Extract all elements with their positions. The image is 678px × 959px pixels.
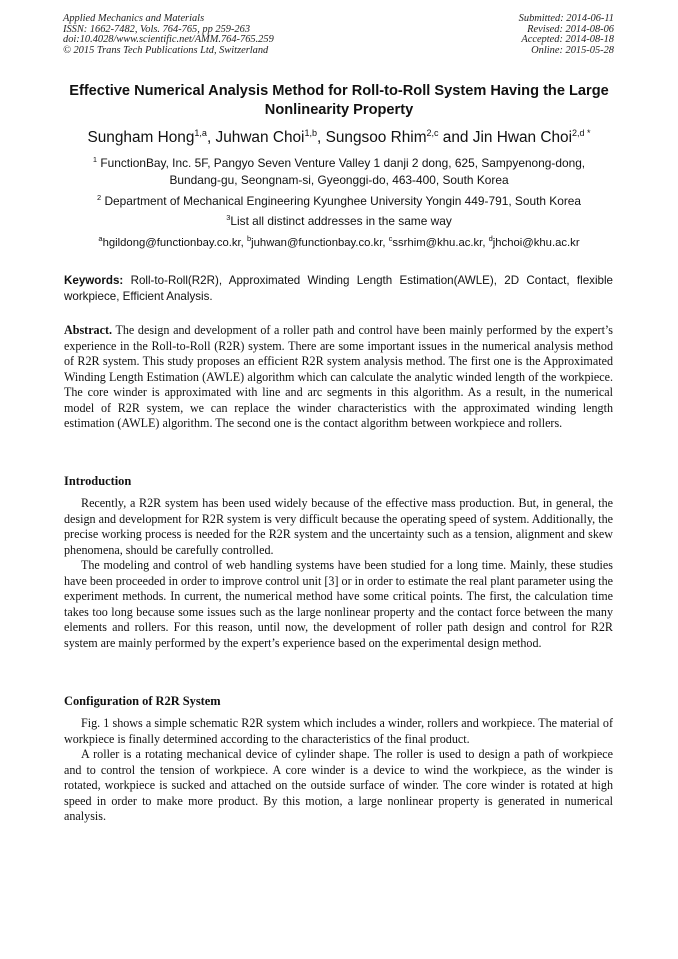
affiliation-1 bbox=[60, 155, 618, 188]
affiliation-text: Bundang-gu, Seongnam-si, Gyeonggi-do, 463-400, South Korea bbox=[169, 172, 509, 187]
author-separator: and bbox=[438, 129, 473, 146]
submitted-date: Submitted: 2014-06-11 bbox=[518, 13, 614, 24]
copyright-line: © 2015 Trans Tech Publications Ltd, Switzerland bbox=[63, 44, 269, 56]
author-list bbox=[40, 128, 638, 148]
author-separator: , bbox=[206, 129, 216, 146]
email-mark: c bbox=[388, 234, 393, 243]
email-address[interactable]: juhwan@functionbay.co.kr, bbox=[251, 237, 389, 249]
author-name: Jin Hwan Choi bbox=[472, 129, 572, 146]
doi-line: doi:10.4028/www.scientific.net/AMM.764-765.259 bbox=[63, 34, 274, 46]
affiliation-text: FunctionBay, Inc. 5F, Pangyo Seven Venture Valley 1 danji 2 dong, 625, Sampyenong-dong, bbox=[100, 156, 586, 170]
introduction-heading: Introduction bbox=[64, 474, 132, 488]
abstract-label: Abstract. bbox=[64, 323, 113, 337]
email-mark: b bbox=[246, 234, 252, 243]
email-address[interactable]: hgildong@functionbay.co.kr, bbox=[102, 237, 247, 249]
author-name: Sungham Hong bbox=[87, 129, 195, 146]
keywords-text: Roll-to-Roll(R2R), Approximated Winding Length Estimation(AWLE), 2D Contact, flexible workpiece, Efficient Analysis. bbox=[64, 274, 613, 303]
author-name: Juhwan Choi bbox=[215, 129, 305, 146]
email-mark: a bbox=[98, 234, 103, 243]
paper-title: Effective Numerical Analysis Method for Roll-to-Roll System Having the Large Nonlinearity Property bbox=[69, 83, 609, 118]
issn-line: ISSN: 1662-7482, Vols. 764-765, pp 259-263 bbox=[63, 23, 251, 35]
email-address[interactable]: jhchoi@khu.ac.kr bbox=[492, 237, 580, 249]
configuration-paragraph-2: A roller is a rotating mechanical device of cylinder shape. The roller is used to design a path of workpiece and to control the tension of workpiece. A core winder is a device to wind the workpiece, as the winder is rotated, workpiece is sucked and attached on the outside surface of winder. The core winder is rotated at high speed in order to make more product. By this motion, a large nonlinear property is generated in numerical analysis. bbox=[64, 747, 613, 824]
author-affiliation-mark: 1,a bbox=[194, 128, 207, 138]
email-address[interactable]: ssrhim@khu.ac.kr, bbox=[392, 237, 489, 249]
revised-date: Revised: 2014-08-06 bbox=[527, 23, 614, 35]
submission-dates bbox=[519, 14, 614, 56]
email-list bbox=[60, 235, 618, 252]
affiliation-number: 2 bbox=[96, 193, 102, 202]
author-affiliation-mark: 2,c bbox=[426, 128, 439, 138]
introduction-paragraph-1: Recently, a R2R system has been used widely because of the effective mass production. But, in general, the design and development for R2R system is very difficult because the operating speed of system. Additionally, the precise working process is needed for the R2R system and the uncertainty such as a tension, alignment and skew phenomena, should be carefully controlled. bbox=[64, 496, 613, 557]
affiliation-number: 1 bbox=[92, 155, 98, 164]
author-affiliation-mark: 1,b bbox=[304, 128, 317, 138]
accepted-date: Accepted: 2014-08-18 bbox=[521, 34, 614, 46]
configuration-body bbox=[64, 716, 613, 825]
affiliation-number: 3 bbox=[226, 213, 231, 222]
author-separator: , bbox=[317, 129, 326, 146]
affiliation-text: List all distinct addresses in the same way bbox=[230, 214, 452, 228]
abstract-text: The design and development of a roller path and control have been mainly performed by the expert’s experience in the Roll-to-Roll (R2R) system. There are some important issues in the numerical analysis method of R2R system. This study proposes an efficient R2R system analysis method. The first one is the Approximated Winding Length Estimation (AWLE) algorithm which can calculate the analytic winded length of the workpiece. The core winder is approximated with line and arc segments in this algorithm. As a result, in the numerical model of R2R system, we can replace the winder characteristics with the approximated winding length estimation (AWLE) algorithm. The second one is the contact algorithm between workpiece and rollers. bbox=[64, 323, 613, 431]
online-date: Online: 2015-05-28 bbox=[531, 44, 614, 56]
keywords-label: Keywords: bbox=[64, 274, 124, 287]
author-name: Sungsoo Rhim bbox=[325, 129, 427, 146]
abstract-block bbox=[64, 323, 613, 432]
email-mark: d bbox=[488, 234, 493, 243]
keywords-block bbox=[64, 273, 613, 304]
author-affiliation-mark: 2,d * bbox=[572, 128, 591, 138]
introduction-body bbox=[64, 496, 613, 651]
journal-name: Applied Mechanics and Materials bbox=[63, 13, 205, 24]
affiliation-2 bbox=[60, 193, 618, 210]
introduction-paragraph-2: The modeling and control of web handling systems have been studied for a long time. Mainly, these studies have been proceeded in order to improve control unit [3] or in order to estimate the real plant parameter using the experiment methods. In current, the numerical method have some critical points. The first, the calculation time takes too long because some issues such as the large nonlinear property and the contact force between the many elements and rollers. For this reason, until now, the development of roller path design and control for R2R system are mainly performed by the expert’s experience based on the experimental design method. bbox=[64, 558, 613, 650]
journal-info bbox=[63, 14, 274, 56]
configuration-heading: Configuration of R2R System bbox=[64, 694, 221, 708]
affiliation-text: Department of Mechanical Engineering Kyunghee University Yongin 449-791, South Korea bbox=[104, 194, 582, 208]
configuration-paragraph-1: Fig. 1 shows a simple schematic R2R system which includes a winder, rollers and workpiece. The material of workpiece is finally determined according to the characteristics of the final product. bbox=[64, 716, 613, 746]
affiliation-3 bbox=[60, 213, 618, 230]
